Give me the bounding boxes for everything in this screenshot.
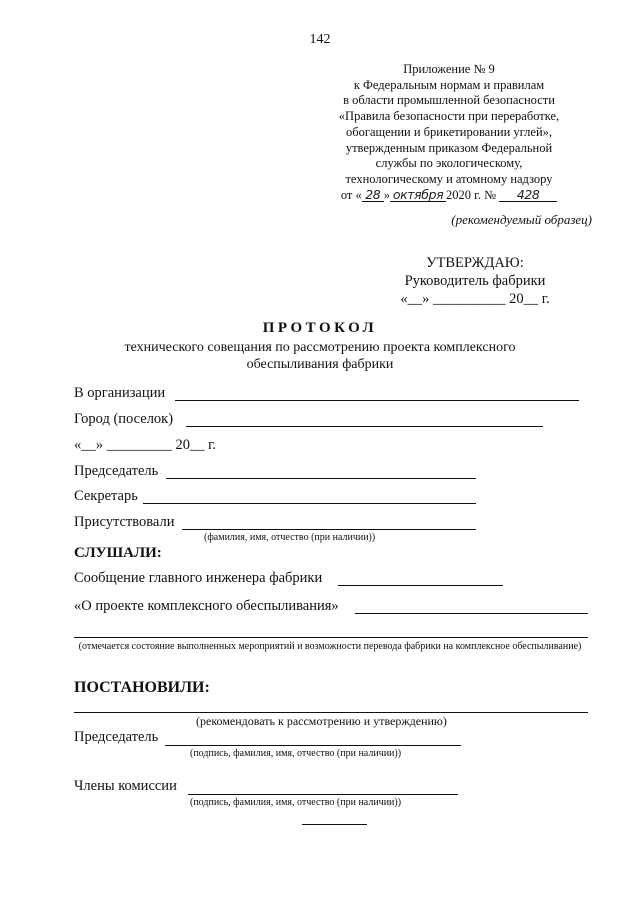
members-field[interactable]: [188, 794, 458, 795]
present-field[interactable]: [182, 529, 476, 530]
secretary-field[interactable]: [143, 503, 476, 504]
city-label: Город (поселок): [74, 411, 174, 427]
annex-month: октября: [390, 189, 446, 202]
end-divider: [302, 824, 367, 825]
meeting-date: «__» _________ 20__ г.: [74, 437, 217, 453]
annex-date-prefix: от «: [340, 187, 362, 202]
city-field[interactable]: [186, 426, 543, 427]
approval-date: «__» __________ 20__ г.: [400, 291, 550, 307]
annex-year: 2020 г. №: [446, 187, 497, 202]
annex-line: в области промышленной безопасности: [343, 93, 555, 108]
page-number: 142: [309, 32, 331, 47]
chairman-signature-hint: (подпись, фамилия, имя, отчество (при наличии)): [190, 748, 402, 759]
heard-topic: «О проекте комплексного обеспыливания»: [74, 598, 339, 614]
chairman-field[interactable]: [166, 478, 476, 479]
organization-label: В организации: [74, 385, 166, 401]
secretary-label: Секретарь: [74, 488, 138, 504]
members-signature-hint: (подпись, фамилия, имя, отчество (при наличии)): [190, 797, 402, 808]
resolved-heading: ПОСТАНОВИЛИ:: [74, 679, 210, 696]
approval-title: УТВЕРЖДАЮ:: [426, 255, 524, 271]
approval-position: Руководитель фабрики: [404, 273, 546, 289]
document-subtitle: технического совещания по рассмотрению проекта комплексного обеспыливания фабрики: [124, 340, 516, 372]
annex-line: Приложение № 9: [403, 62, 495, 76]
chairman-label: Председатель: [74, 463, 159, 479]
annex-line: обогащении и брикетировании углей»,: [345, 124, 553, 139]
annex-day: 28: [362, 189, 384, 202]
annex-line: технологическому и атомному надзору: [345, 171, 553, 186]
annex-date-line: [300, 188, 598, 204]
resolved-chairman-field[interactable]: [165, 745, 461, 746]
approval-block: [370, 254, 580, 308]
document-title: ПРОТОКОЛ: [262, 320, 378, 336]
annex-quote-close: »: [383, 187, 391, 202]
present-hint: (фамилия, имя, отчество (при наличии)): [204, 532, 376, 543]
heard-message: Сообщение главного инженера фабрики: [74, 570, 323, 586]
heard-note: (отмечается состояние выполненных мероприятий и возможности перевода фабрики на комплексное обеспыливание): [78, 641, 582, 652]
heard-heading: СЛУШАЛИ:: [74, 545, 162, 561]
annex-block: [300, 62, 598, 203]
heard-details-field[interactable]: [74, 637, 588, 638]
topic-field[interactable]: [355, 613, 588, 614]
annex-line: утвержденным приказом Федеральной: [345, 140, 553, 155]
resolved-chairman-label: Председатель: [74, 729, 159, 745]
annex-line: к Федеральным нормам и правилам: [353, 77, 545, 92]
present-label: Присутствовали: [74, 514, 175, 530]
message-field[interactable]: [338, 585, 503, 586]
annex-line: службы по экологическому,: [375, 156, 523, 171]
resolution-field[interactable]: [74, 712, 588, 713]
sample-note: (рекомендуемый образец): [451, 212, 592, 227]
annex-line: «Правила безопасности при переработке,: [338, 109, 560, 124]
recommend-hint: (рекомендовать к рассмотрению и утверждению): [196, 714, 447, 728]
members-label: Члены комиссии: [74, 778, 177, 794]
annex-number: 428: [499, 189, 557, 202]
organization-field[interactable]: [175, 400, 579, 401]
